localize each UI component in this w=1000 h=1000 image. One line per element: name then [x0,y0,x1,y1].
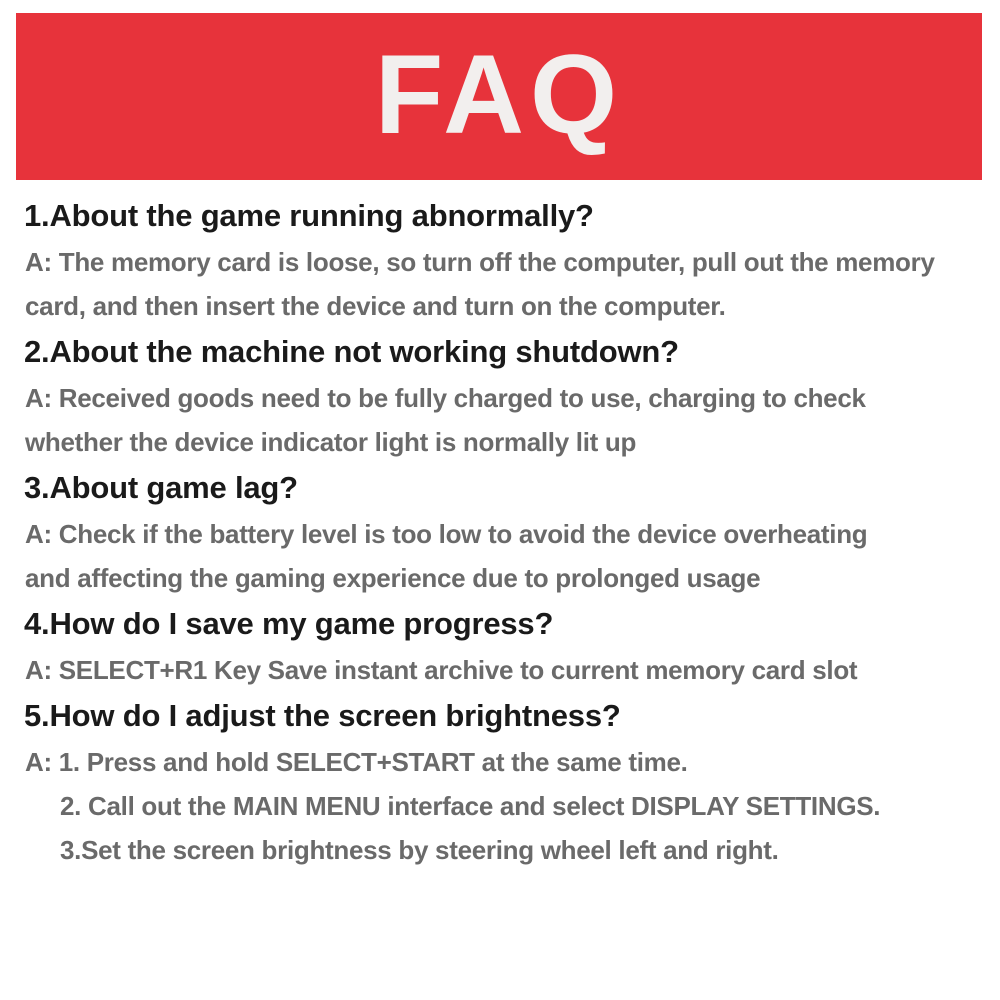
faq-answer-line: A: Check if the battery level is too low to avoid the device overheating [25,519,868,549]
faq-question: 4.How do I save my game progress? [24,606,554,641]
faq-answer-line: card, and then insert the device and turn on the computer. [25,291,726,321]
faq-item [0,600,1000,692]
faq-answer-line: whether the device indicator light is normally lit up [25,427,637,457]
faq-item [0,692,1000,872]
faq-banner-title: FAQ [374,31,624,157]
faq-list [0,192,1000,872]
faq-item [0,328,1000,464]
faq-question: 3.About game lag? [24,470,298,505]
faq-answer-line: and affecting the gaming experience due to prolonged usage [25,563,761,593]
faq-answer-line: A: 1. Press and hold SELECT+START at the same time. [25,747,688,777]
faq-answer-line: A: Received goods need to be fully charged to use, charging to check [25,383,866,413]
faq-question: 1.About the game running abnormally? [24,198,594,233]
faq-answer-line: 3.Set the screen brightness by steering wheel left and right. [60,835,779,865]
faq-answer-line: 2. Call out the MAIN MENU interface and select DISPLAY SETTINGS. [60,791,881,821]
faq-answer-line: A: The memory card is loose, so turn off the computer, pull out the memory [25,247,935,277]
faq-question: 2.About the machine not working shutdown? [24,334,679,369]
faq-item [0,464,1000,600]
faq-question: 5.How do I adjust the screen brightness? [24,698,621,733]
faq-banner [16,13,982,180]
faq-answer-line: A: SELECT+R1 Key Save instant archive to current memory card slot [25,655,858,685]
faq-item [0,192,1000,328]
